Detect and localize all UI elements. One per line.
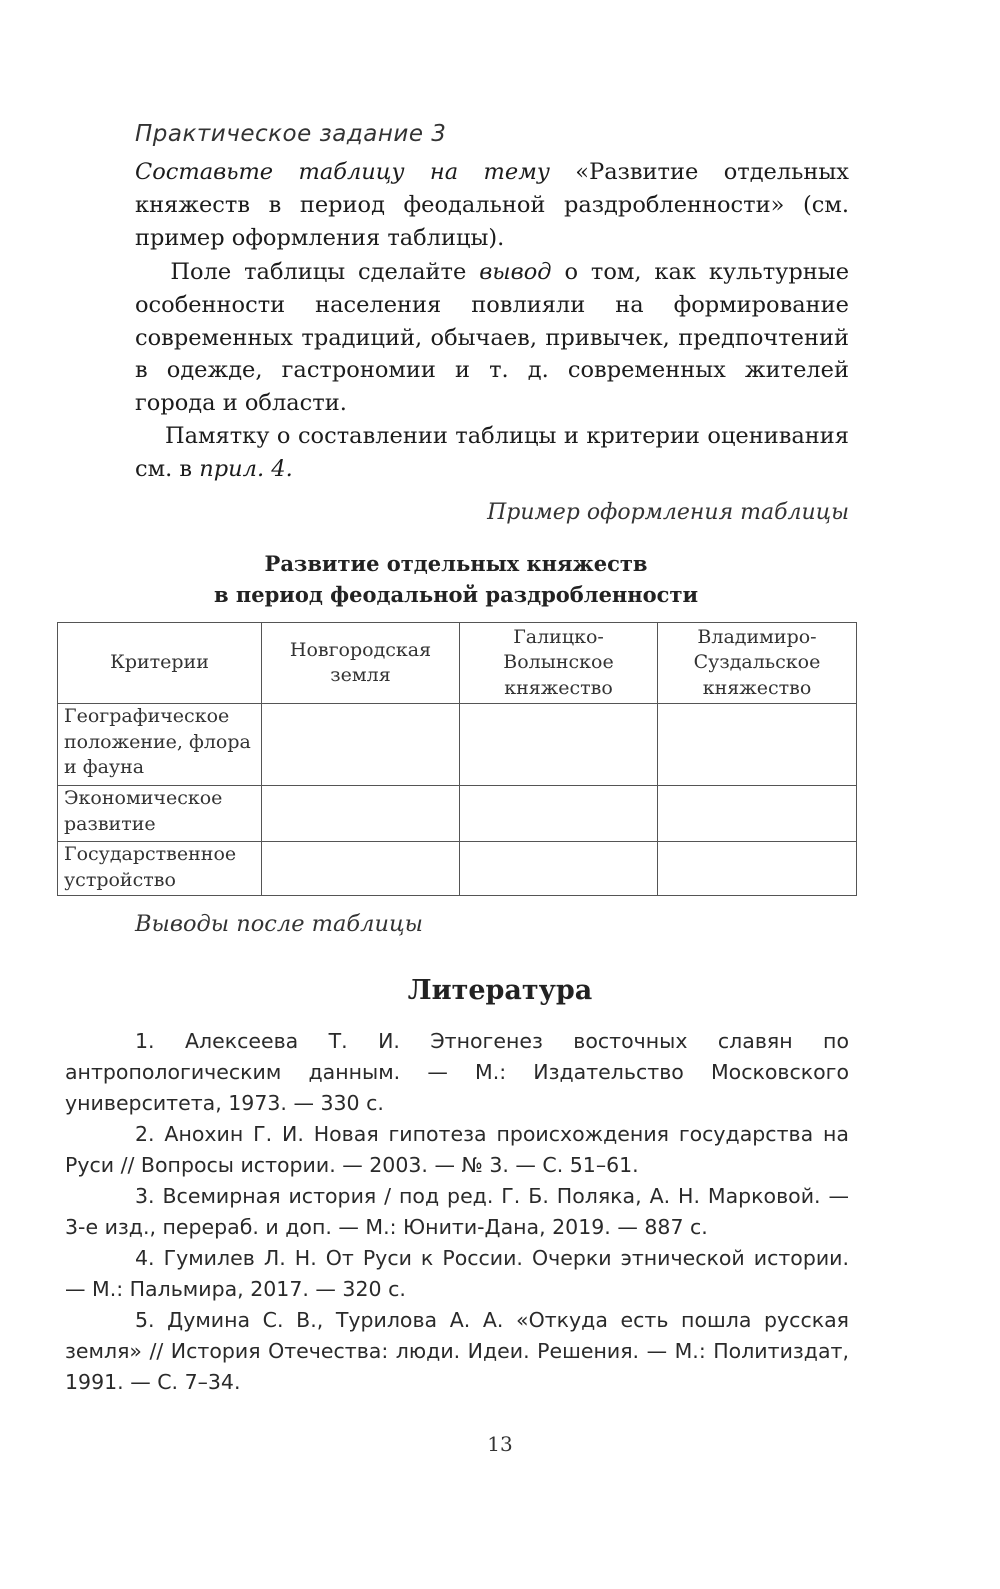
table-title-line-1: Развитие отдельных княжеств [264,551,648,576]
p2-start: Поле таблицы сделайте [170,259,467,285]
table-cell [658,842,857,896]
literature-heading: Литература [407,975,593,1006]
table-header-row [58,623,857,704]
conclusion-label: Выводы после таблицы [135,911,423,937]
reference-item: 4. Гумилев Л. Н. От Руси к России. Очерки этнической истории. — М.: Пальмира, 2017. — 320 с. [65,1246,849,1301]
table-cell [262,842,460,896]
table-row [58,704,857,786]
header-vladimir-suzdal: Владимиро-Суздальское княжество [658,623,857,704]
criterion-cell: Экономическое развитие [58,786,262,842]
table-row [58,786,857,842]
task-title: Практическое задание 3 [135,121,447,147]
reference-item: 3. Всемирная история / под ред. Г. Б. Поляка, А. Н. Марковой. — 3-е изд., перераб. и доп. — М.: Юнити-Дана, 2019. — 887 с. [65,1184,849,1239]
example-label: Пример оформления таблицы [487,500,849,525]
reference-list [65,1026,849,1398]
criterion-cell: Государственное устройство [58,842,262,896]
task-instruction-italic: Составьте таблицу на тему [135,159,550,185]
table-title-line-2: в период феодальной раздробленности [213,582,699,607]
table-row [58,842,857,896]
task-paragraph-1 [135,156,849,254]
task-paragraph-2 [135,256,849,420]
p2-italic: вывод [479,259,552,285]
task-topic: «Развитие отдельных княжеств в период феодальной раздробленности» (см. пример оформления таблицы). [135,159,849,251]
task-paragraph-3 [135,420,849,486]
table-cell [460,786,658,842]
p3-start: Памятку о составлении таблицы и критерии оценивания см. в [135,423,849,482]
header-novgorod: Новгородская земля [262,623,460,704]
criterion-cell: Географическое положение, флора и фауна [58,704,262,786]
reference-item: 5. Думина С. В., Турилова А. А. «Откуда есть пошла русская земля» // История Отечества: люди. Идеи. Решения. — М.: Политиздат, 1991. — С. 7–34. [65,1308,849,1394]
p3-italic: прил. 4. [199,455,293,482]
header-galicia-volhynia: Галицко-Волынское княжество [460,623,658,704]
table-cell [262,786,460,842]
table-cell [262,704,460,786]
reference-item: 1. Алексеева Т. И. Этногенез восточных славян по антропологическим данным. — М.: Издательство Московского университета, 1973. — 330 с. [65,1029,849,1115]
header-criteria: Критерии [58,623,262,704]
table-title [56,548,856,610]
table-cell [460,704,658,786]
table-cell [658,786,857,842]
example-table [57,622,857,896]
reference-item: 2. Анохин Г. И. Новая гипотеза происхождения государства на Руси // Вопросы истории. — 2003. — № 3. — С. 51–61. [65,1122,849,1177]
table-cell [460,842,658,896]
p2-end: о том, как культурные особенности населения повлияли на формирование современных традиций, обычаев, привычек, предпочтений в одежде, гастрономии и т. д. современных жителей города и области. [135,259,850,417]
page-number: 13 [487,1432,513,1456]
table-cell [658,704,857,786]
